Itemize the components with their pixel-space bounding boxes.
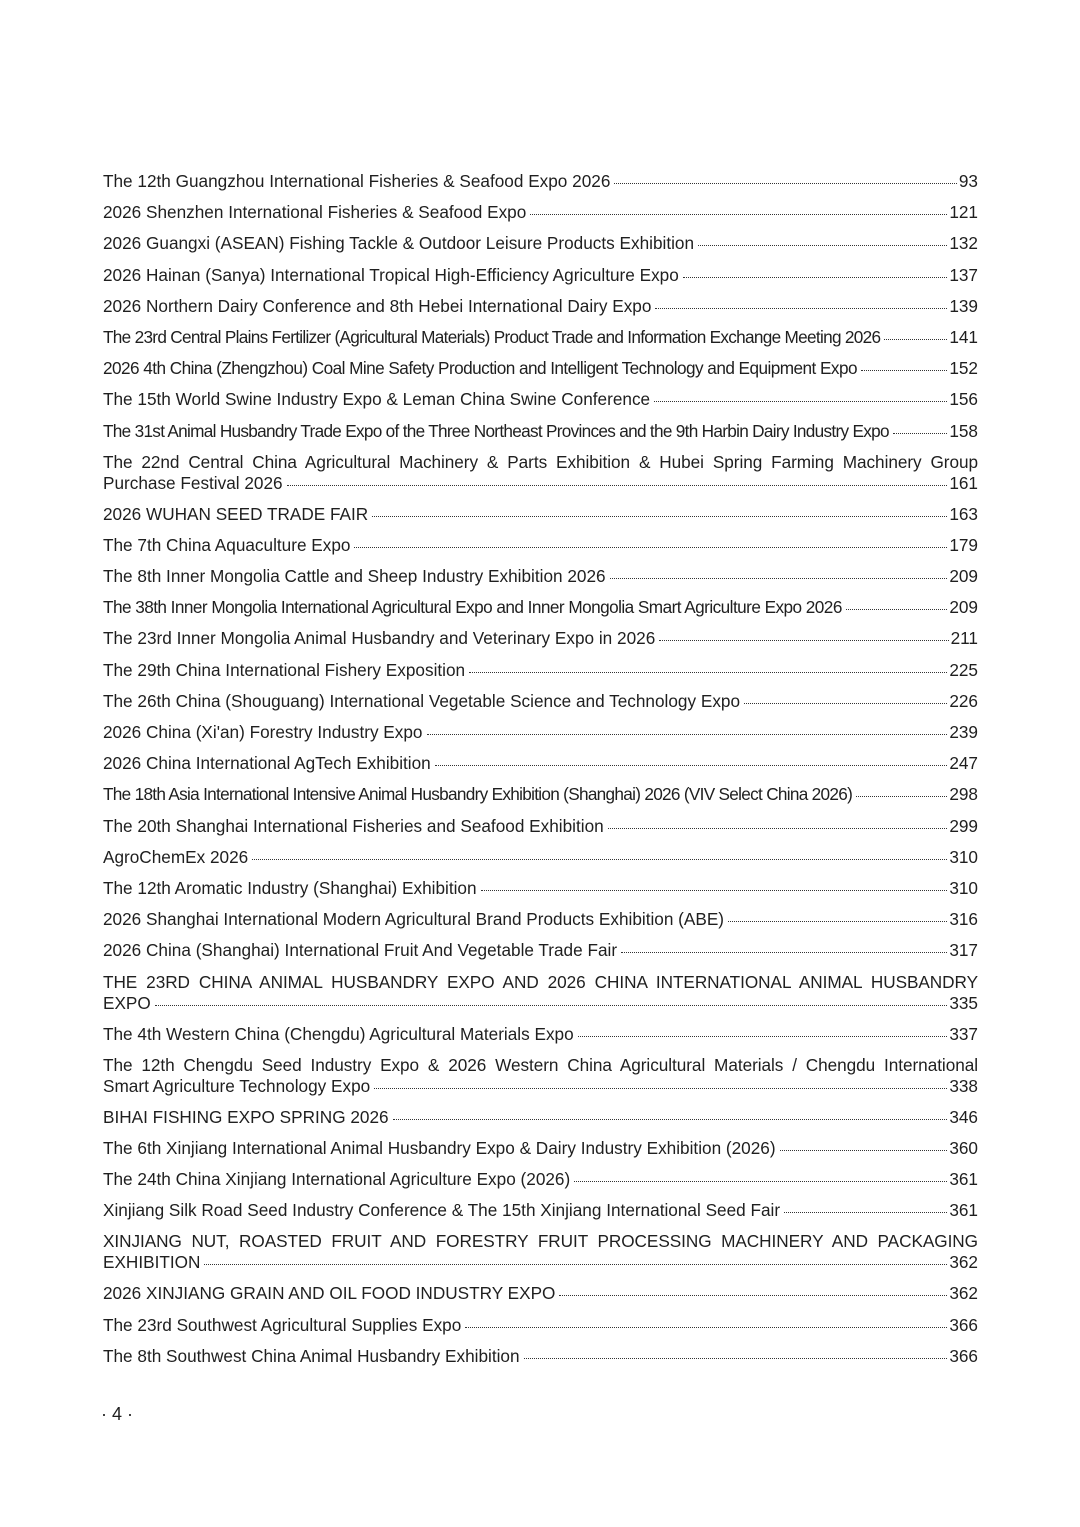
toc-entry[interactable]: [103, 1054, 978, 1106]
toc-entry-page: 209: [949, 566, 978, 587]
toc-entry[interactable]: [103, 170, 978, 201]
toc-entry[interactable]: [103, 690, 978, 721]
toc-entry-title: The 31st Animal Husbandry Trade Expo of the Three Northeast Provinces and the 9th Harbin Dairy Industry Expo: [103, 420, 889, 441]
toc-entry-page: 361: [949, 1200, 978, 1221]
toc-entry-page: 366: [949, 1314, 978, 1335]
toc-entry-title: 2026 XINJIANG GRAIN AND OIL FOOD INDUSTRY EXPO: [103, 1283, 556, 1304]
toc-entry-title-line1: THE 23RD CHINA ANIMAL HUSBANDRY EXPO AND 2026 CHINA INTERNATIONAL ANIMAL HUSBANDRY: [103, 971, 978, 992]
toc-entry-title: Xinjiang Silk Road Seed Industry Conference & The 15th Xinjiang International Seed Fair: [103, 1200, 781, 1221]
toc-entry-page: 310: [949, 846, 978, 867]
toc-entry-title: The 29th China International Fishery Exposition: [103, 659, 466, 680]
toc-entry-title: The 8th Southwest China Animal Husbandry Exhibition: [103, 1345, 520, 1366]
toc-entry[interactable]: [103, 295, 978, 326]
toc-entry-page: 338: [949, 1075, 978, 1096]
dot-leader: [354, 547, 947, 548]
toc-entry-title: The 20th Shanghai International Fisheries and Seafood Exhibition: [103, 815, 604, 836]
page-number: · 4 ·: [101, 1404, 134, 1424]
toc-entry-title-line1: The 12th Chengdu Seed Industry Expo & 2026 Western China Agricultural Materials / Chengdu International: [103, 1054, 978, 1075]
dot-leader: [252, 859, 947, 860]
toc-entry[interactable]: [103, 908, 978, 939]
toc-entry-title: The 38th Inner Mongolia International Agricultural Expo and Inner Mongolia Smart Agriculture Expo 2026: [103, 597, 842, 618]
dot-leader: [435, 765, 948, 766]
toc-entry[interactable]: [103, 1106, 978, 1137]
toc-entry-title: The 23rd Southwest Agricultural Supplies Expo: [103, 1314, 462, 1335]
toc-entry-page: 346: [949, 1106, 978, 1127]
toc-entry[interactable]: [103, 1137, 978, 1168]
toc-entry[interactable]: [103, 939, 978, 970]
toc-entry-title-line1: XINJIANG NUT, ROASTED FRUIT AND FORESTRY FRUIT PROCESSING MACHINERY AND PACKAGING: [103, 1231, 978, 1252]
dot-leader: [204, 1264, 947, 1265]
toc-entry-title: BIHAI FISHING EXPO SPRING 2026: [103, 1106, 389, 1127]
toc-entry-page: 179: [949, 534, 978, 555]
toc-entry-page: 317: [949, 940, 978, 961]
dot-leader: [559, 1295, 947, 1296]
toc-entry-page: 209: [949, 597, 978, 618]
toc-entry-title: 2026 China International AgTech Exhibition: [103, 753, 431, 774]
dot-leader: [683, 277, 948, 278]
toc-entry-title: The 18th Asia International Intensive Animal Husbandry Exhibition (Shanghai) 2026 (VIV Select China 2026): [103, 784, 853, 805]
toc-entry-title: 2026 Hainan (Sanya) International Tropical High-Efficiency Agriculture Expo: [103, 264, 679, 285]
toc-entry[interactable]: [103, 388, 978, 419]
toc-entry-title: The 12th Aromatic Industry (Shanghai) Exhibition: [103, 877, 477, 898]
toc-entry[interactable]: [103, 783, 978, 814]
toc-entry-page: 362: [949, 1252, 978, 1273]
dot-leader: [374, 1088, 947, 1089]
toc-entry-title: 2026 Shenzhen International Fisheries & Seafood Expo: [103, 202, 527, 223]
toc-entry-page: 121: [949, 202, 978, 223]
toc-entry-page: 139: [949, 295, 978, 316]
toc-entry-title-line2: EXPO: [103, 992, 151, 1013]
dot-leader: [621, 952, 947, 953]
toc-entry-title: The 4th Western China (Chengdu) Agricultural Materials Expo: [103, 1023, 574, 1044]
toc-entry[interactable]: [103, 659, 978, 690]
toc-entry[interactable]: [103, 846, 978, 877]
toc-entry[interactable]: [103, 596, 978, 627]
toc-entry-title-line2: EXHIBITION: [103, 1252, 201, 1273]
toc-entry[interactable]: [103, 451, 978, 503]
dot-leader: [524, 1358, 948, 1359]
toc-entry-page: 247: [949, 753, 978, 774]
toc-entry-title: 2026 Guangxi (ASEAN) Fishing Tackle & Outdoor Leisure Products Exhibition: [103, 233, 695, 254]
toc-entry-page: 156: [949, 389, 978, 410]
toc-entry[interactable]: [103, 752, 978, 783]
toc-entry[interactable]: [103, 1230, 978, 1282]
toc-entry-title: The 7th China Aquaculture Expo: [103, 534, 351, 555]
toc-entry-title-line2: Purchase Festival 2026: [103, 472, 283, 493]
toc-entry-page: 366: [949, 1345, 978, 1366]
toc-entry-page: 152: [949, 358, 978, 379]
dot-leader: [654, 401, 947, 402]
toc-entry-page: 362: [949, 1283, 978, 1304]
dot-leader: [465, 1327, 947, 1328]
toc-entry-title-line1: The 22nd Central China Agricultural Machinery & Parts Exhibition & Hubei Spring Farming Machinery Group: [103, 451, 978, 472]
dot-leader: [861, 370, 947, 371]
dot-leader: [728, 921, 947, 922]
toc-entry-page: 211: [950, 628, 978, 649]
toc-entry[interactable]: [103, 1345, 978, 1376]
toc-entry-title: The 15th World Swine Industry Expo & Leman China Swine Conference: [103, 389, 651, 410]
dot-leader: [893, 433, 947, 434]
toc-entry[interactable]: [103, 1168, 978, 1199]
dot-leader: [846, 609, 947, 610]
toc-entry-title: The 23rd Inner Mongolia Animal Husbandry and Veterinary Expo in 2026: [103, 628, 656, 649]
dot-leader: [610, 578, 948, 579]
toc-entry-title: The 24th China Xinjiang International Agriculture Expo (2026): [103, 1169, 571, 1190]
toc-entry[interactable]: [103, 1023, 978, 1054]
toc-entry[interactable]: [103, 815, 978, 846]
toc-entry[interactable]: [103, 232, 978, 263]
toc-entry[interactable]: [103, 420, 978, 451]
dot-leader: [427, 734, 948, 735]
dot-leader: [614, 183, 956, 184]
toc-entry-title: 2026 Northern Dairy Conference and 8th Hebei International Dairy Expo: [103, 295, 652, 316]
toc-entry-page: 158: [949, 420, 978, 441]
toc-entry-page: 335: [949, 992, 978, 1013]
dot-leader: [698, 245, 947, 246]
toc-entry[interactable]: [103, 721, 978, 752]
toc-entry-page: 141: [949, 326, 978, 347]
toc-entry[interactable]: [103, 534, 978, 565]
toc-entry-page: 132: [949, 233, 978, 254]
toc-entry[interactable]: [103, 326, 978, 357]
toc-entry-title: 2026 4th China (Zhengzhou) Coal Mine Safety Production and Intelligent Technology and Equipment Expo: [103, 358, 857, 379]
toc-entry-title: 2026 China (Xi'an) Forestry Industry Expo: [103, 722, 423, 742]
toc-entry[interactable]: [103, 1282, 978, 1313]
toc-entry-title: The 26th China (Shouguang) International Vegetable Science and Technology Expo: [103, 690, 741, 711]
toc-entry[interactable]: [103, 1314, 978, 1345]
dot-leader: [608, 828, 948, 829]
dot-leader: [155, 1005, 948, 1006]
dot-leader: [530, 214, 947, 215]
toc-entry-title: 2026 WUHAN SEED TRADE FAIR: [103, 503, 369, 524]
dot-leader: [884, 339, 947, 340]
toc-entry-page: 93: [958, 171, 978, 191]
toc-entry-page: 226: [949, 690, 978, 711]
dot-leader: [655, 308, 947, 309]
dot-leader: [784, 1212, 947, 1213]
toc-entry-title: AgroChemEx 2026: [103, 846, 249, 867]
toc-entry[interactable]: [103, 565, 978, 596]
toc-entry[interactable]: [103, 877, 978, 908]
toc-entry-page: 225: [949, 659, 978, 680]
dot-leader: [372, 516, 947, 517]
dot-leader: [574, 1181, 947, 1182]
toc-entry-page: 161: [949, 472, 978, 493]
dot-leader: [780, 1150, 948, 1151]
dot-leader: [856, 796, 947, 797]
toc-entry-title-line2: Smart Agriculture Technology Expo: [103, 1075, 371, 1096]
toc-entry[interactable]: [103, 1199, 978, 1230]
toc-entry[interactable]: [103, 357, 978, 388]
toc-entry-page: 239: [949, 722, 978, 742]
dot-leader: [481, 890, 948, 891]
dot-leader: [659, 640, 948, 641]
dot-leader: [393, 1119, 948, 1120]
toc-entry-title: The 23rd Central Plains Fertilizer (Agricultural Materials) Product Trade and Information Exchange Meeting 2026: [103, 326, 881, 347]
table-of-contents: [103, 170, 978, 1376]
toc-entry-page: 310: [949, 877, 978, 898]
dot-leader: [744, 703, 947, 704]
toc-entry-page: 360: [949, 1137, 978, 1158]
toc-entry-title: The 6th Xinjiang International Animal Husbandry Expo & Dairy Industry Exhibition (2026): [103, 1137, 776, 1158]
toc-entry-title: The 8th Inner Mongolia Cattle and Sheep Industry Exhibition 2026: [103, 566, 606, 587]
toc-entry[interactable]: [103, 201, 978, 232]
dot-leader: [469, 672, 947, 673]
toc-entry-title: 2026 Shanghai International Modern Agricultural Brand Products Exhibition (ABE): [103, 909, 725, 930]
dot-leader: [287, 485, 948, 486]
toc-entry-page: 361: [949, 1169, 978, 1190]
toc-entry[interactable]: [103, 503, 978, 534]
toc-entry-page: 137: [949, 264, 978, 285]
toc-entry-page: 316: [949, 909, 978, 930]
toc-entry-title: The 12th Guangzhou International Fisheries & Seafood Expo 2026: [103, 171, 611, 191]
toc-entry[interactable]: [103, 264, 978, 295]
dot-leader: [578, 1036, 948, 1037]
toc-entry[interactable]: [103, 627, 978, 658]
toc-entry-title: 2026 China (Shanghai) International Fruit And Vegetable Trade Fair: [103, 940, 618, 961]
toc-entry-page: 299: [949, 815, 978, 836]
toc-entry-page: 163: [949, 503, 978, 524]
toc-entry[interactable]: [103, 971, 978, 1023]
toc-entry-page: 337: [949, 1023, 978, 1044]
toc-entry-page: 298: [949, 784, 978, 805]
